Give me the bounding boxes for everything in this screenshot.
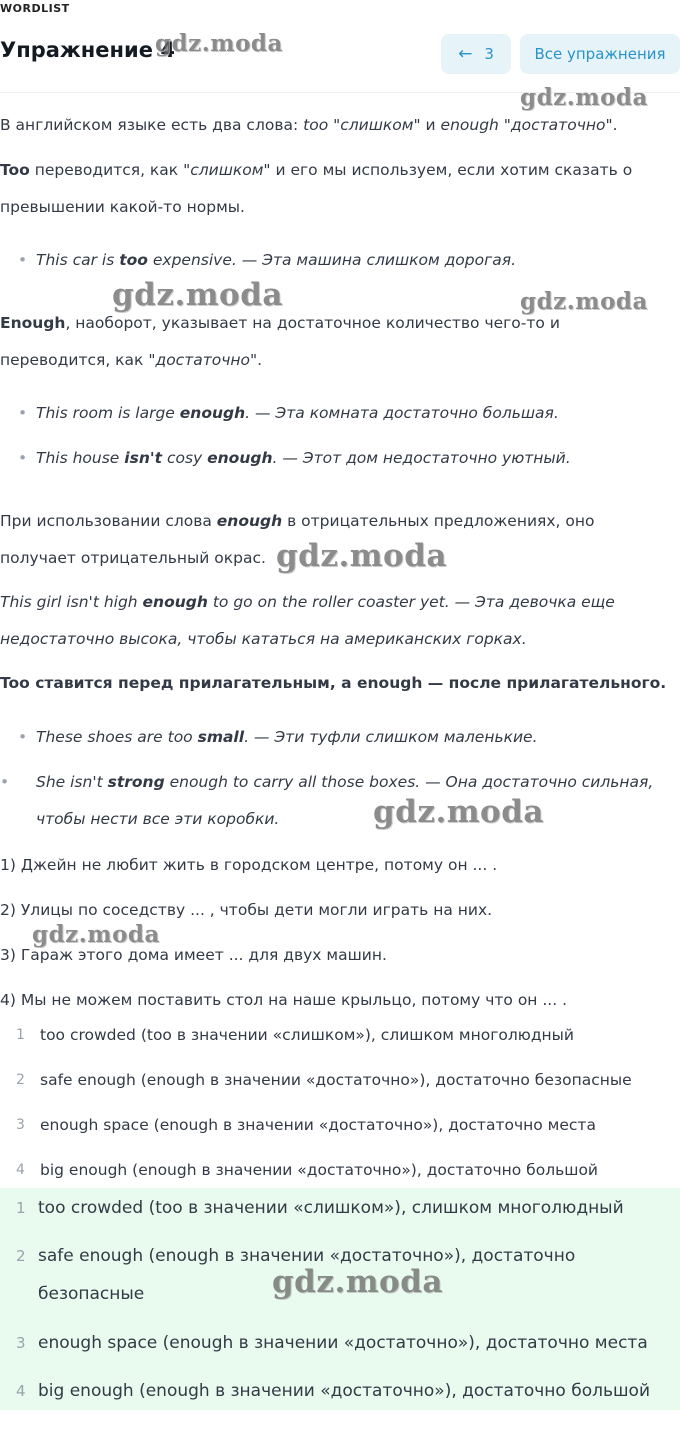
- example-car: • This car is too expensive. — Эта машина слишком дорогая.: [18, 242, 668, 279]
- task-2: 2) Улицы по соседству ... , чтобы дети могли играть на них.: [0, 901, 493, 919]
- example-room: • This room is large enough. — Эта комната достаточно большая.: [18, 395, 668, 432]
- page-title: Упражнение 4: [0, 38, 175, 62]
- watermark: gdz.moda: [276, 538, 447, 574]
- watermark: gdz.moda: [520, 288, 648, 315]
- answer-box: 1 too crowded (too в значении «слишком»), слишком многолюдный 2 safe enough (enough в значении «достаточно»), достаточно безопасные 3 enough space (enough в значении «достаточно»), достаточно места 4 big enough (enough в значении «достаточно»), достаточно большой: [0, 1188, 680, 1410]
- arrow-left-icon: ←: [458, 44, 473, 64]
- bullet-icon: •: [18, 404, 28, 422]
- example-girl: This girl isn't high enough to go on the roller coaster yet. — Эта девочка еще недостаточно высока, чтобы кататься на американских горках.: [0, 593, 615, 648]
- bullet-icon: •: [18, 449, 28, 467]
- watermark: gdz.moda: [112, 277, 283, 313]
- example-boxes: • She isn't strong enough to carry all those boxes. — Она достаточно сильная, чтобы нести все эти коробки.: [18, 764, 668, 838]
- previous-exercise-button[interactable]: [441, 34, 511, 74]
- wordlist-label: WORDLIST: [0, 2, 70, 15]
- intro-paragraph: В английском языке есть два слова: too "слишком" и enough "достаточно".: [0, 116, 618, 134]
- bullet-icon: •: [0, 773, 10, 791]
- watermark: gdz.moda: [32, 921, 160, 948]
- watermark: gdz.moda: [272, 1264, 443, 1300]
- task-1: 1) Джейн не любит жить в городском центре, потому он ... .: [0, 856, 498, 874]
- example-shoes: • These shoes are too small. — Эти туфли слишком маленькие.: [18, 719, 668, 756]
- enough-paragraph: Enough, наоборот, указывает на достаточное количество чего-то и переводится, как "достаточно".: [0, 314, 560, 369]
- bullet-icon: •: [18, 728, 28, 746]
- page-header: [0, 0, 680, 93]
- too-paragraph: Too переводится, как "слишком" и его мы используем, если хотим сказать о превышении какой-то нормы.: [0, 161, 633, 216]
- rule-paragraph: Too ставится перед прилагательным, а enough — после прилагательного.: [0, 674, 667, 692]
- task-3: 3) Гараж этого дома имеет ... для двух машин.: [0, 946, 387, 964]
- example-house: • This house isn't cosy enough. — Этот дом недостаточно уютный.: [18, 440, 668, 477]
- all-exercises-button[interactable]: Все упражнения: [520, 34, 680, 74]
- watermark: gdz.moda: [520, 84, 648, 111]
- task-4: 4) Мы не можем поставить стол на наше крыльцо, потому что он ... .: [0, 991, 568, 1009]
- bullet-icon: •: [18, 251, 28, 269]
- previous-exercise-number: 3: [484, 45, 494, 63]
- watermark: gdz.moda: [155, 30, 283, 57]
- negative-paragraph: При использовании слова enough в отрицательных предложениях, оно получает отрицательный окрас.: [0, 512, 595, 567]
- watermark: gdz.moda: [373, 794, 544, 830]
